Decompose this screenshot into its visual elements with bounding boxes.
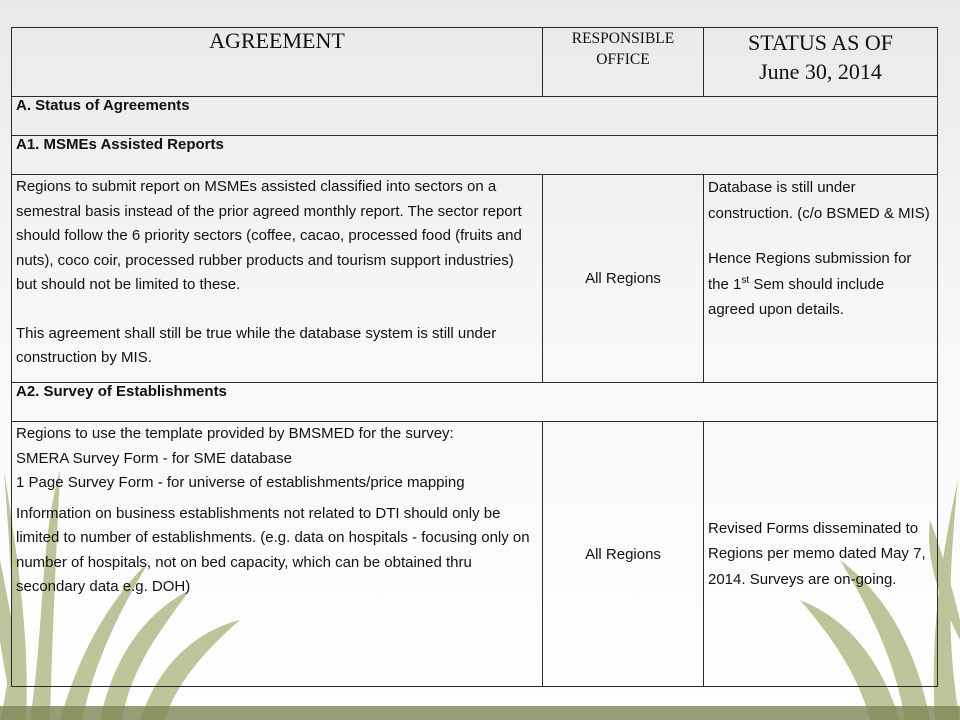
- agreement-cell-a2: [12, 422, 543, 687]
- agreement-a2-paragraph2: Information on business establishments not related to DTI should only be limited to number of establishments. (e.g. data on hospitals - focusing only on number of hospitals, not on bed capacity, which can be obtained thru secondary data e.g. DOH): [16, 504, 530, 595]
- section-row-a2: [12, 383, 938, 422]
- status-cell-a2: Revised Forms disseminated to Regions per memo dated May 7, 2014. Surveys are on-going.: [704, 422, 938, 687]
- header-responsible-office: [543, 28, 704, 97]
- section-a1-title: A1. MSMEs Assisted Reports: [12, 136, 938, 175]
- status-a1-pre: Hence Regions submission for the 1: [708, 250, 912, 293]
- header-office-line1: RESPONSIBLE: [571, 30, 675, 47]
- header-status-line2: June 30, 2014: [759, 59, 882, 84]
- agreement-a2-item2: 1 Page Survey Form - for universe of establishments/price mapping: [16, 474, 465, 491]
- agreement-cell-a1: [12, 175, 543, 383]
- status-a1-post: Sem should include agreed upon details.: [708, 275, 885, 318]
- status-cell-a1: [704, 175, 938, 383]
- agreement-a1-paragraph2: This agreement shall still be true while the database system is still under construction by MIS.: [16, 324, 497, 366]
- agreements-table: [11, 27, 938, 687]
- header-status: [704, 28, 938, 97]
- section-a-title: A. Status of Agreements: [12, 97, 938, 136]
- office-cell-a1: All Regions: [543, 175, 704, 383]
- section-a2-title: A2. Survey of Establishments: [12, 383, 938, 422]
- agreement-a2-intro: Regions to use the template provided by BMSMED for the survey:: [16, 425, 454, 442]
- agreement-a1-paragraph1: Regions to submit report on MSMEs assisted classified into sectors on a semestral basis instead of the prior agreed monthly report. The sector report should follow the 6 priority sectors (coffee, cacao, processed food (fruits and nuts), coco coir, processed rubber products and tourism support industries) but should not be limited to these.: [16, 178, 522, 293]
- table-header-row: [12, 28, 938, 97]
- office-cell-a2: All Regions: [543, 422, 704, 687]
- section-row-a: [12, 97, 938, 136]
- table-row-a1: [12, 175, 938, 383]
- header-agreement: AGREEMENT: [12, 28, 543, 97]
- status-a1-paragraph1: Database is still under construction. (c/o BSMED & MIS): [708, 179, 930, 222]
- header-office-line2: OFFICE: [596, 51, 650, 68]
- status-a1-paragraph2: [708, 246, 933, 323]
- ground-strip: [0, 706, 960, 720]
- table-row-a2: [12, 422, 938, 687]
- section-row-a1: [12, 136, 938, 175]
- status-a1-sup: st: [741, 274, 750, 286]
- header-status-line1: STATUS AS OF: [748, 30, 893, 55]
- agreement-a2-item1: SMERA Survey Form - for SME database: [16, 449, 292, 467]
